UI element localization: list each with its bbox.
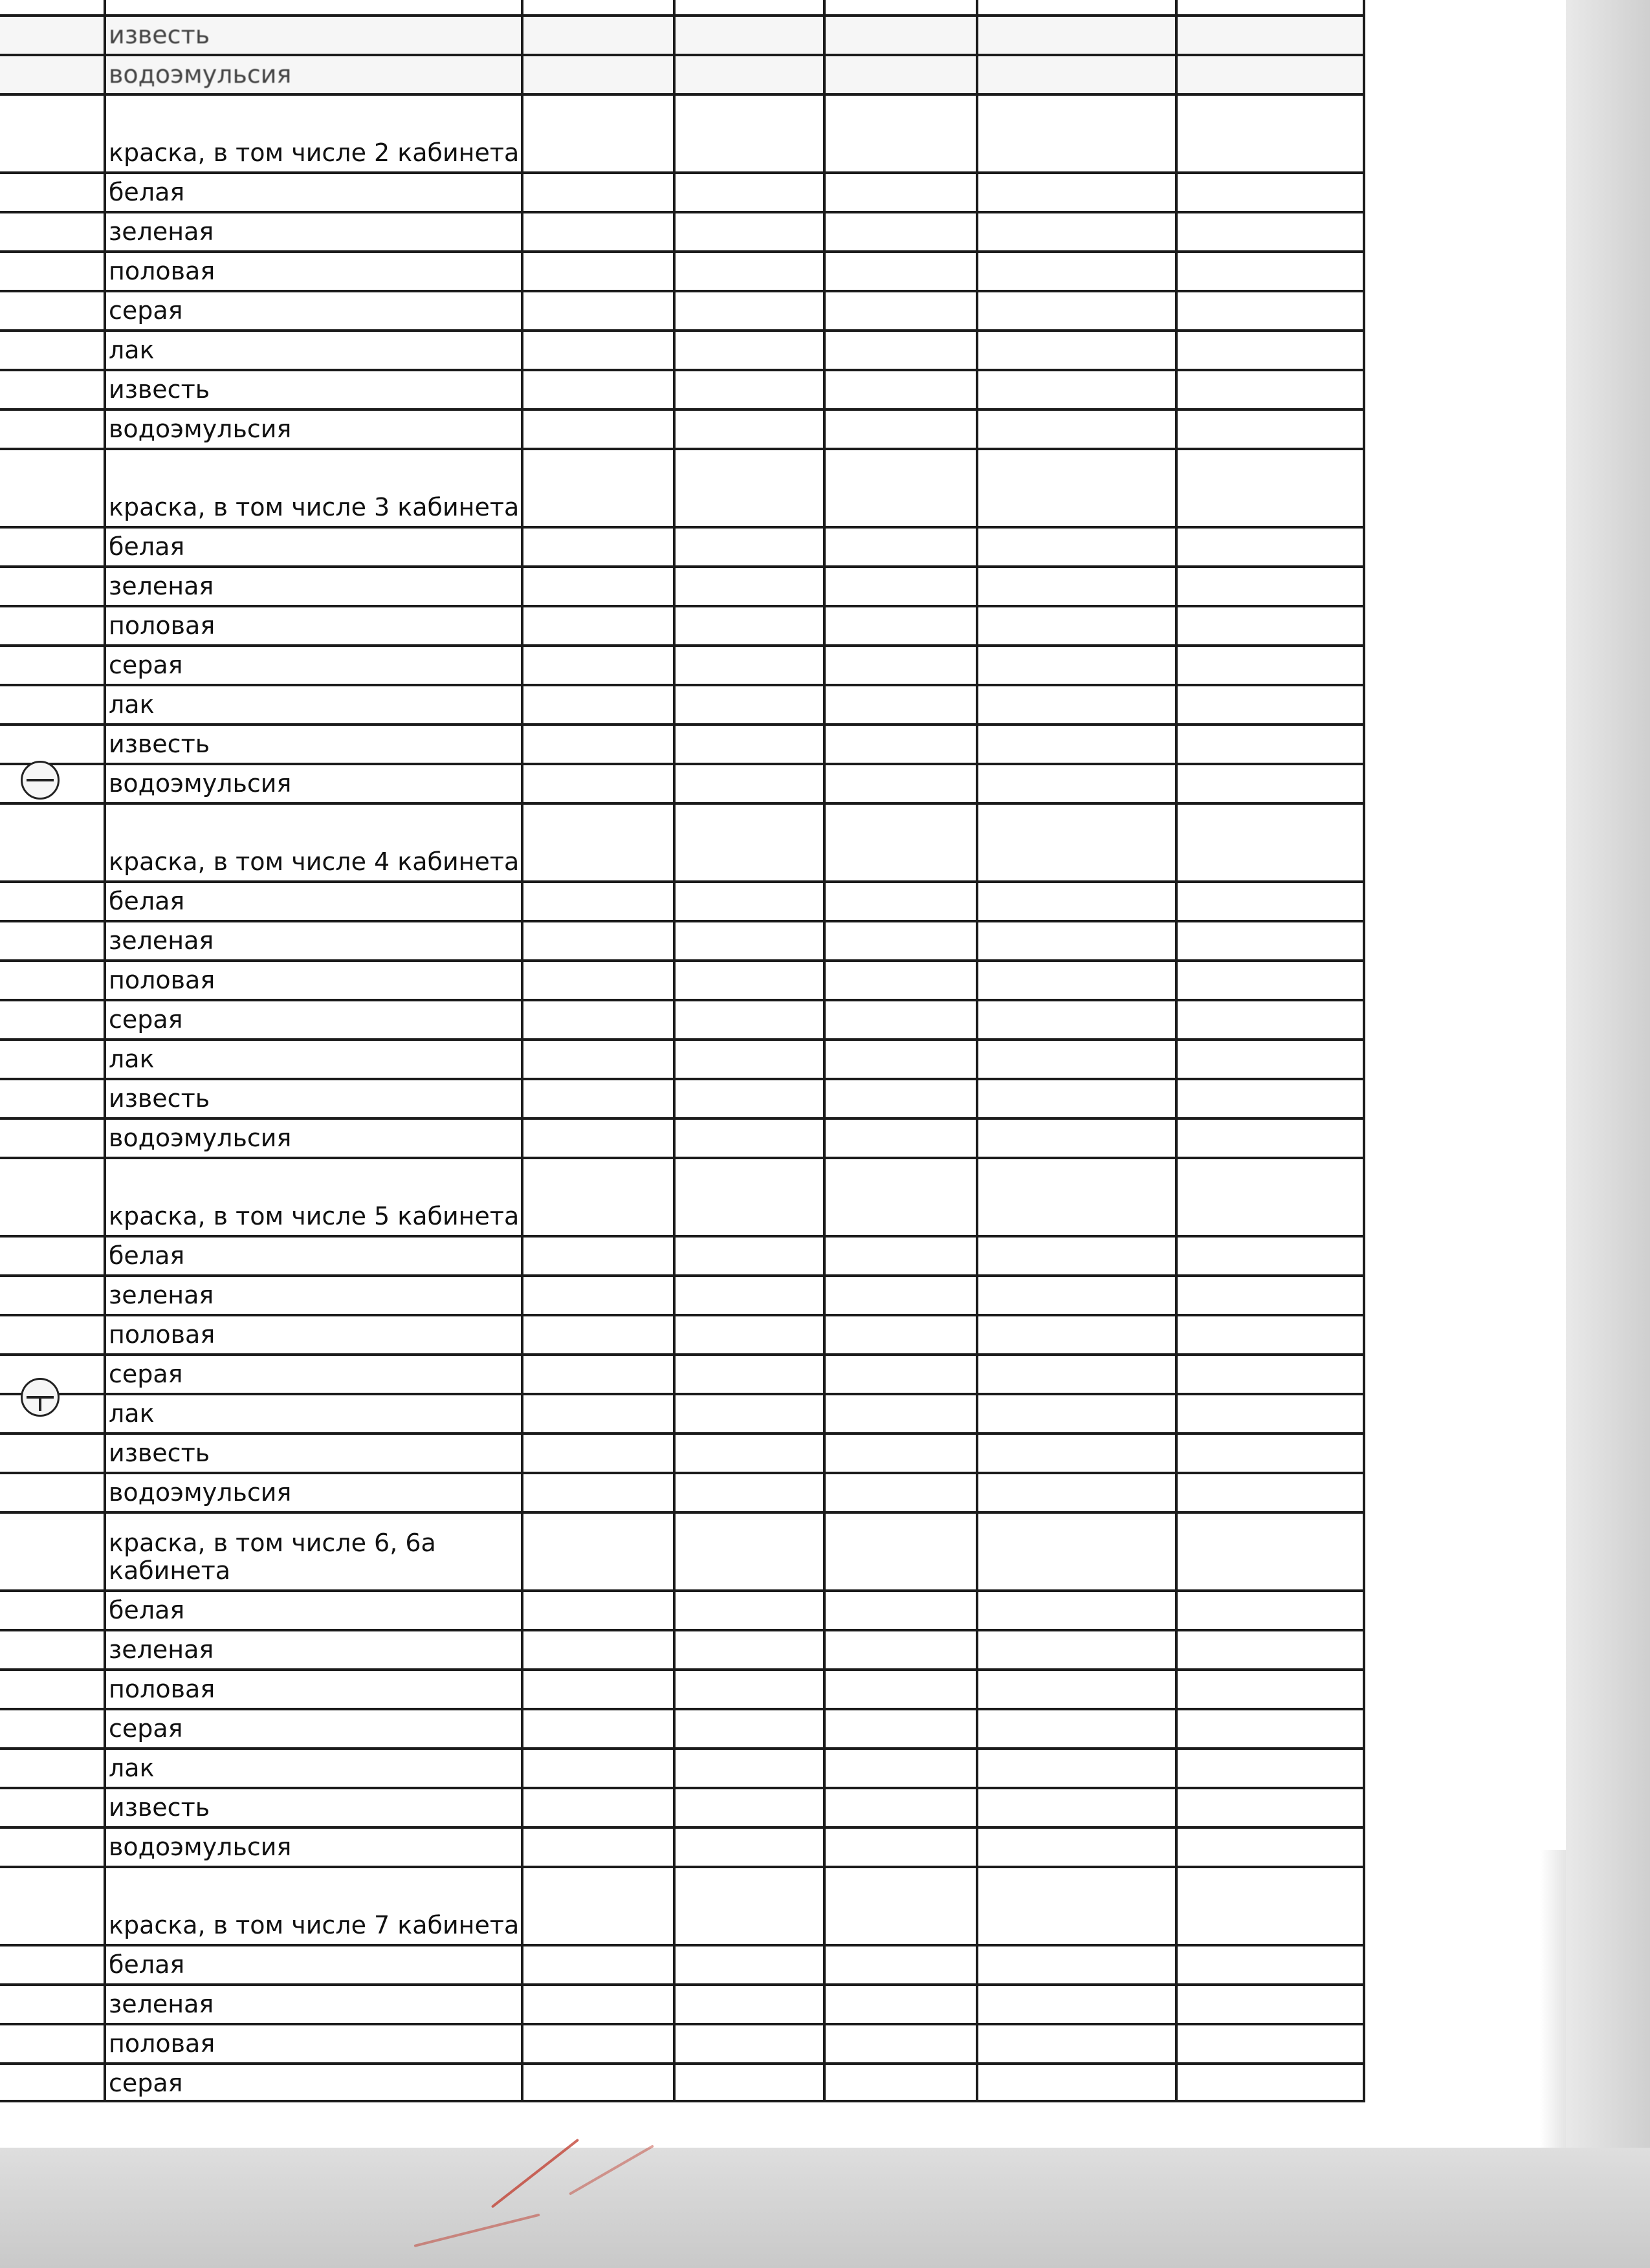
table-row (0, 999, 1365, 1038)
table-row (0, 1393, 1365, 1432)
table-row (0, 369, 1365, 408)
section-header-row (0, 93, 1365, 171)
material-label: водоэмульсия (109, 60, 292, 89)
material-label: известь (109, 730, 210, 759)
material-label: зеленая (109, 217, 214, 246)
material-label: известь (109, 1793, 210, 1822)
table-row (0, 2023, 1365, 2062)
table-row (0, 565, 1365, 605)
table-row (0, 211, 1365, 250)
table-row (0, 644, 1365, 684)
material-label: половая (109, 1675, 215, 1704)
table-row (0, 1314, 1365, 1353)
material-label: водоэмульсия (109, 1478, 292, 1507)
material-label: зеленая (109, 926, 214, 955)
material-label: водоэмульсия (109, 415, 292, 444)
material-label: белая (109, 532, 185, 562)
scanner-background-right (1566, 0, 1650, 2268)
table-row (0, 684, 1365, 723)
material-label: известь (109, 1084, 210, 1113)
table-row (0, 1472, 1365, 1511)
table-row (0, 1235, 1365, 1274)
table-row (0, 329, 1365, 369)
table-row (0, 14, 1365, 54)
table-row (0, 920, 1365, 959)
red-pen-stroke (414, 2214, 540, 2247)
table-row (0, 763, 1365, 802)
table-row (0, 54, 1365, 93)
table-row (0, 408, 1365, 448)
section-label: краска, в том числе 3 кабинета (109, 493, 520, 522)
material-label: белая (109, 887, 185, 916)
material-label: белая (109, 1241, 185, 1270)
paper-edge-shadow (1540, 1850, 1566, 2148)
table-row (0, 1668, 1365, 1708)
material-label: водоэмульсия (109, 1124, 292, 1153)
material-label: водоэмульсия (109, 769, 292, 798)
table-row (0, 1629, 1365, 1668)
section-label: краска, в том числе 7 кабинета (109, 1911, 520, 1940)
material-label: лак (109, 1754, 155, 1783)
material-label: половая (109, 966, 215, 995)
section-header-row (0, 802, 1365, 880)
table-row (0, 959, 1365, 999)
section-header-row (0, 448, 1365, 526)
material-label: половая (109, 257, 215, 286)
red-pen-stroke (569, 2144, 654, 2195)
table-row (0, 1038, 1365, 1078)
material-label: белая (109, 178, 185, 207)
material-label: половая (109, 2029, 215, 2058)
table-row (0, 1274, 1365, 1314)
material-label: серая (109, 1714, 183, 1743)
red-pen-stroke (491, 2139, 579, 2208)
table-row (0, 1826, 1365, 1866)
table-row (0, 290, 1365, 329)
material-label: известь (109, 21, 210, 50)
table-row (0, 880, 1365, 920)
material-label: лак (109, 690, 155, 719)
material-label: известь (109, 1439, 210, 1468)
table-row (0, 250, 1365, 290)
material-label: зеленая (109, 1990, 214, 2019)
material-label: половая (109, 1320, 215, 1349)
table-row (0, 171, 1365, 211)
material-label: серая (109, 1360, 183, 1389)
table-row (0, 1078, 1365, 1117)
table-row (0, 2062, 1365, 2102)
material-label: водоэмульсия (109, 1833, 292, 1862)
section-label: краска, в том числе 6, 6а кабинета (109, 1528, 436, 1586)
material-label: серая (109, 651, 183, 680)
material-label: лак (109, 336, 155, 365)
section-label: краска, в том числе 2 кабинета (109, 138, 520, 168)
section-label: краска, в том числе 4 кабинета (109, 847, 520, 877)
table-row (0, 1117, 1365, 1157)
table-row (0, 723, 1365, 763)
material-label: известь (109, 375, 210, 404)
section-header-row (0, 1511, 1365, 1589)
table-row (0, 1432, 1365, 1472)
material-label: зеленая (109, 1635, 214, 1664)
material-label: белая (109, 1596, 185, 1625)
table-row (0, 1787, 1365, 1826)
table-row (0, 1944, 1365, 1983)
table-row (0, 605, 1365, 644)
table-row (0, 1708, 1365, 1747)
material-label: лак (109, 1399, 155, 1428)
material-label: зеленая (109, 1281, 214, 1310)
section-label: краска, в том числе 5 кабинета (109, 1202, 520, 1231)
section-header-row (0, 1157, 1365, 1235)
material-label: лак (109, 1045, 155, 1074)
table-row (0, 1983, 1365, 2023)
material-label: зеленая (109, 572, 214, 601)
punch-hole-mark (21, 761, 60, 800)
table-row (0, 526, 1365, 565)
material-label: серая (109, 2069, 183, 2098)
material-label: половая (109, 611, 215, 640)
punch-hole-mark (21, 1378, 60, 1417)
table-row (0, 1589, 1365, 1629)
material-label: белая (109, 1950, 185, 1979)
material-label: серая (109, 1005, 183, 1034)
table-row (0, 1747, 1365, 1787)
material-label: серая (109, 296, 183, 325)
section-header-row (0, 1866, 1365, 1944)
table-row (0, 1353, 1365, 1393)
scanner-background-bottom (0, 2148, 1650, 2268)
